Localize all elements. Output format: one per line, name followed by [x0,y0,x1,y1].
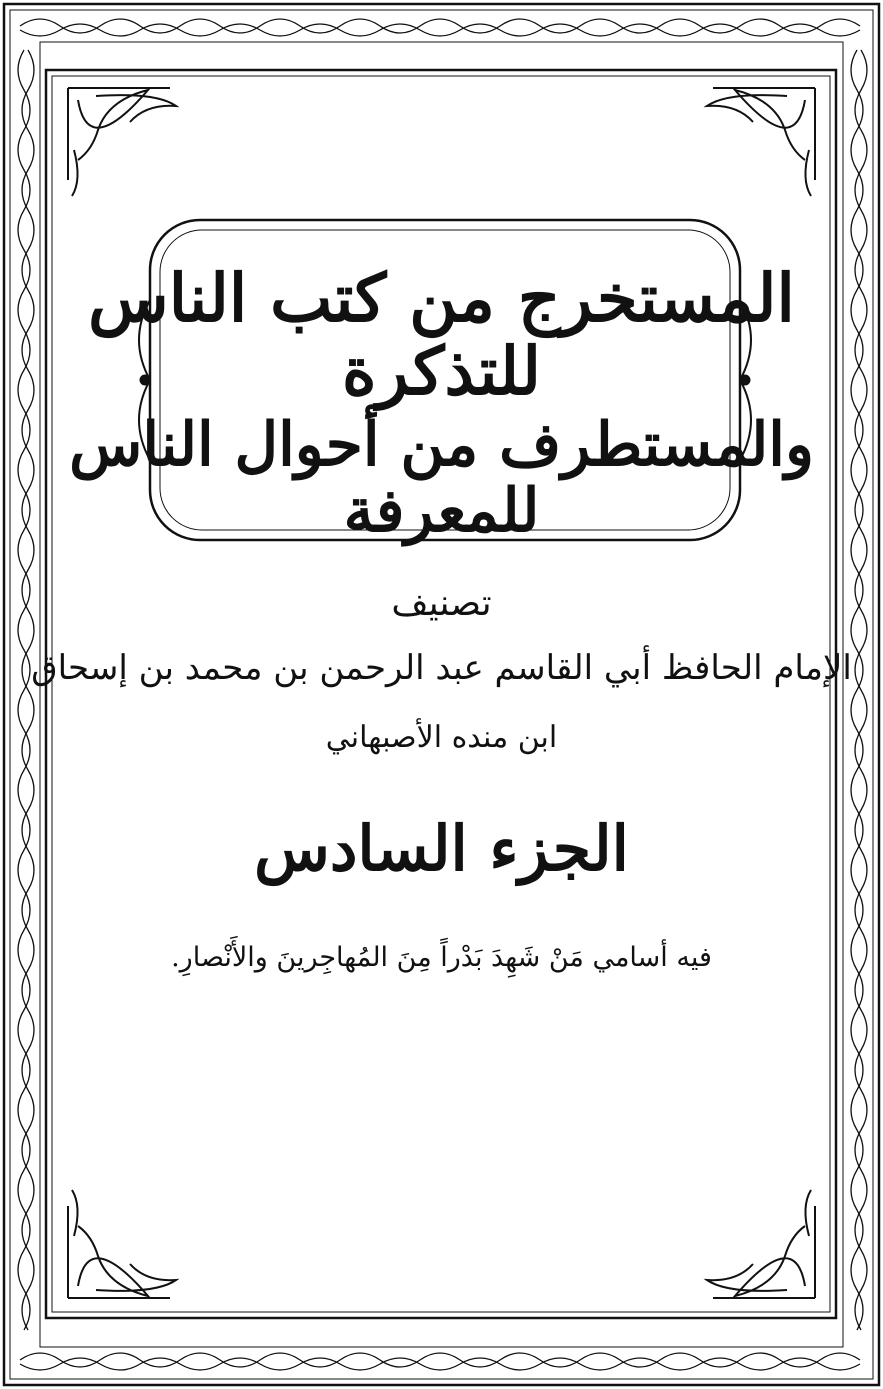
volume-description: فيه أسامي مَنْ شَهِدَ بَدْراً مِنَ المُهاجِرينَ والأَنْصارِ. [171,942,712,973]
author-line-2: ابن منده الأصبهاني [325,720,558,755]
author-line-1: الإمام الحافظ أبي القاسم عبد الرحمن بن محمد بن إسحاق [31,648,852,688]
volume-part-label: الجزء السادس [254,812,629,885]
book-title-line-2: والمستطرف من أحوال الناس للمعرفة [69,410,814,546]
authorship-label: تصنيف [391,583,492,624]
book-title-line-1: المستخرج من كتب الناس للتذكرة [88,259,795,410]
